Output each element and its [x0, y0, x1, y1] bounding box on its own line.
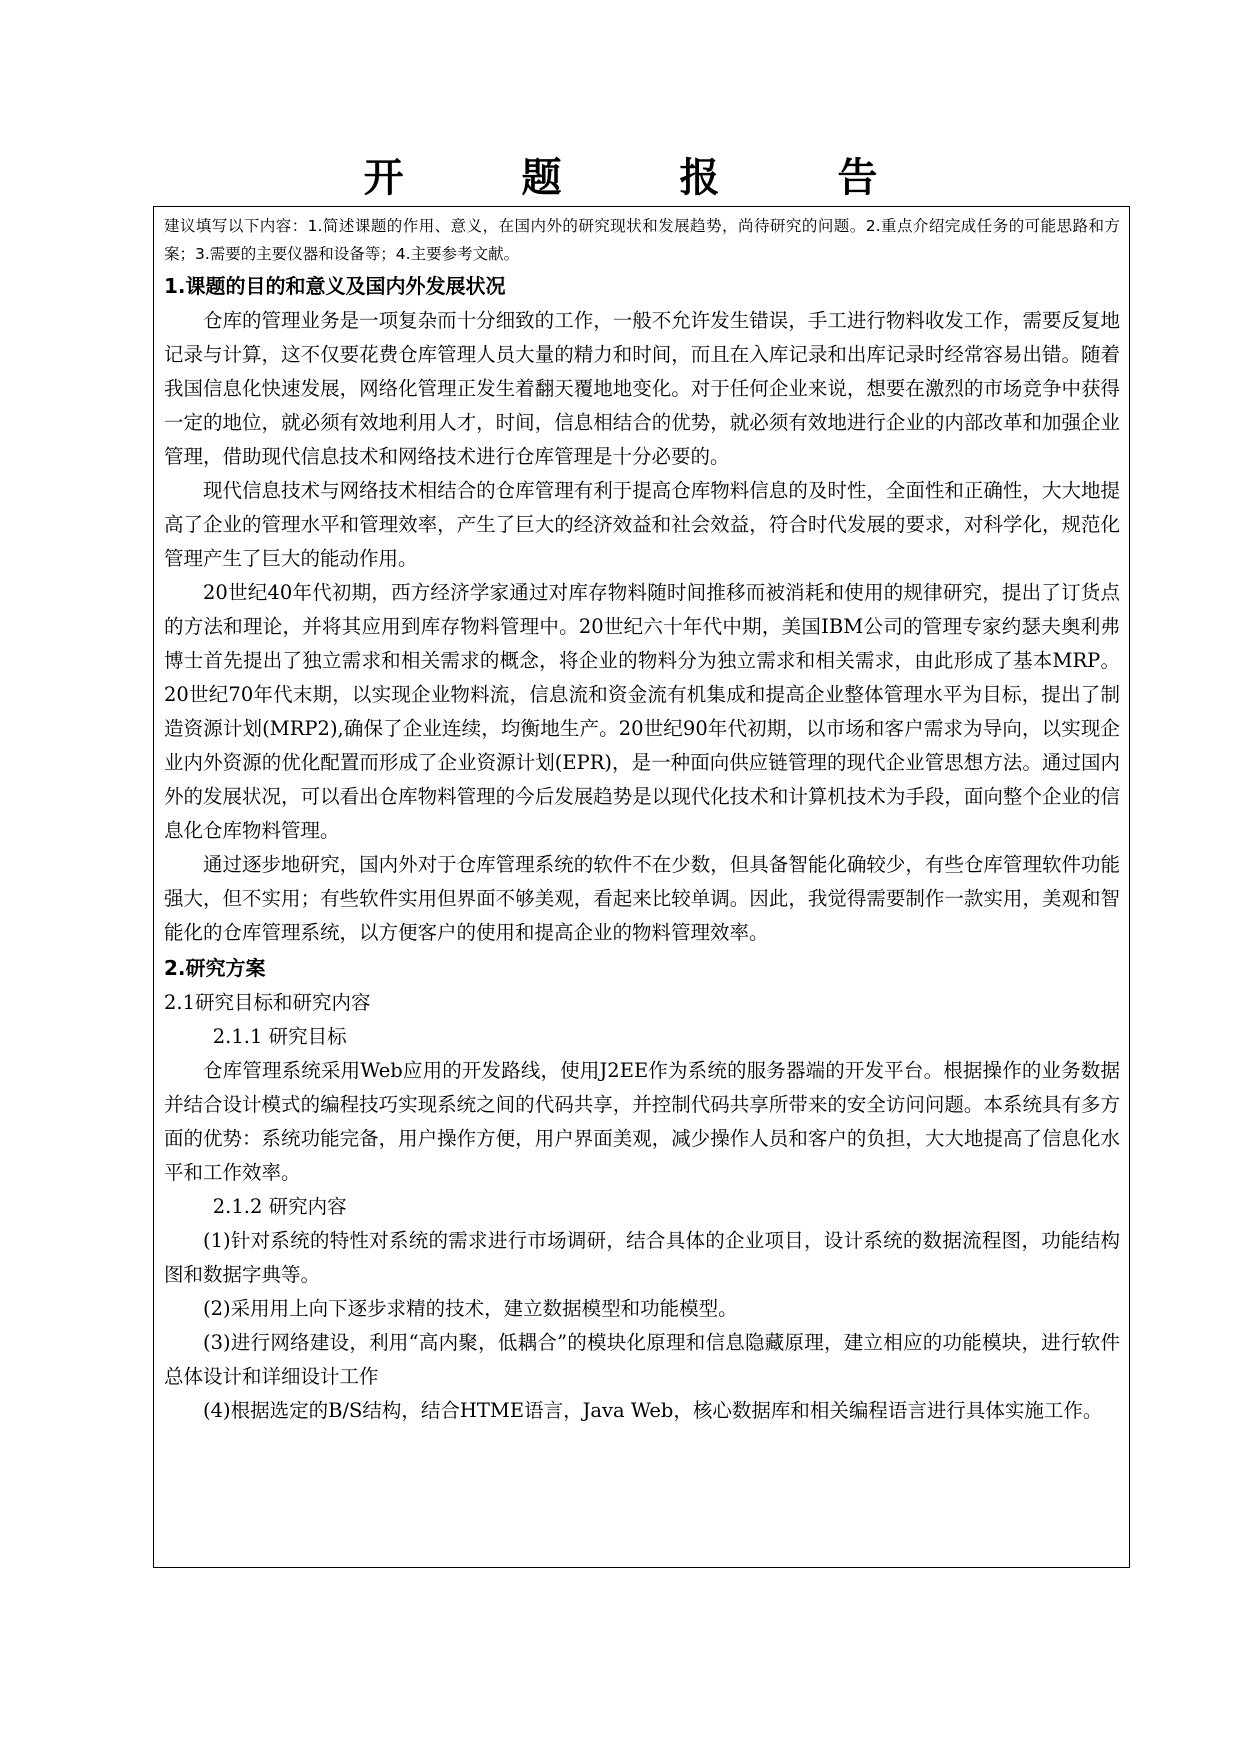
research-content-item: (2)采用用上向下逐步求精的技术，建立数据模型和功能模型。: [203, 1297, 738, 1320]
subsection-2-1-heading: 2.1研究目标和研究内容: [164, 991, 371, 1014]
research-goal-paragraph: 仓库管理系统采用Web应用的开发路线，使用J2EE作为系统的服务器端的开发平台。根据操作的业务数据并结合设计模式的编程技巧实现系统之间的代码共享，并控制代码共享所带来的安全访问问题。本系统具有多方面的优势：系统功能完备，用户操作方便，用户界面美观，减少操作人员和客户的负担，大大地提高了信息化水平和工作效率。: [164, 1059, 1120, 1184]
research-content-item: (3)进行网络建设，利用“高内聚，低耦合”的模块化原理和信息隐藏原理，建立相应的功能模块，进行软件总体设计和详细设计工作: [164, 1331, 1120, 1388]
instructions-text: 建议填写以下内容：1.简述课题的作用、意义，在国内外的研究现状和发展趋势，尚待研究的问题。2.重点介绍完成任务的可能思路和方案；3.需要的主要仪器和设备等；4.主要参考文献。: [164, 217, 1120, 263]
section-1-paragraph: 仓库的管理业务是一项复杂而十分细致的工作，一般不允许发生错误，手工进行物料收发工作，需要反复地记录与计算，这不仅要花费仓库管理人员大量的精力和时间，而且在入库记录和出库记录时经常容易出错。随着我国信息化快速发展，网络化管理正发生着翻天覆地地变化。对于任何企业来说，想要在激烈的市场竞争中获得一定的地位，就必须有效地利用人才，时间，信息相结合的优势，就必须有效地进行企业的内部改革和加强企业管理，借助现代信息技术和网络技术进行仓库管理是十分必要的。: [164, 309, 1120, 468]
section-1-paragraph: 通过逐步地研究，国内外对于仓库管理系统的软件不在少数，但具备智能化确较少，有些仓库管理软件功能强大，但不实用；有些软件实用但界面不够美观，看起来比较单调。因此，我觉得需要制作一款实用，美观和智能化的仓库管理系统，以方便客户的使用和提高企业的物料管理效率。: [164, 853, 1120, 944]
page-title: 开 题 报 告: [363, 155, 930, 201]
section-1-heading: 1.课题的目的和意义及国内外发展状况: [164, 274, 506, 298]
section-1-paragraph: 现代信息技术与网络技术相结合的仓库管理有利于提高仓库物料信息的及时性，全面性和正确性，大大地提高了企业的管理水平和管理效率，产生了巨大的经济效益和社会效益，符合时代发展的要求，对科学化，规范化管理产生了巨大的能动作用。: [164, 479, 1120, 570]
section-2-heading: 2.研究方案: [164, 956, 266, 980]
section-1-paragraph: 20世纪40年代初期，西方经济学家通过对库存物料随时间推移而被消耗和使用的规律研究，提出了订货点的方法和理论，并将其应用到库存物料管理中。20世纪六十年代中期，美国IBM公司的管理专家约瑟夫奥利弗博士首先提出了独立需求和相关需求的概念，将企业的物料分为独立需求和相关需求，由此形成了基本MRP。20世纪70年代末期，以实现企业物料流，信息流和资金流有机集成和提高企业整体管理水平为目标，提出了制造资源计划(MRP2),确保了企业连续，均衡地生产。20世纪90年代初期，以市场和客户需求为导向，以实现企业内外资源的优化配置而形成了企业资源计划(EPR)，是一种面向供应链管理的现代企业管思想方法。通过国内外的发展状况，可以看出仓库物料管理的今后发展趋势是以现代化技术和计算机技术为手段，面向整个企业的信息化仓库物料管理。: [164, 581, 1120, 842]
research-content-item: (1)针对系统的特性对系统的需求进行市场调研，结合具体的企业项目，设计系统的数据流程图，功能结构图和数据字典等。: [164, 1229, 1120, 1286]
subsection-2-1-1-heading: 2.1.1 研究目标: [212, 1025, 347, 1048]
subsection-2-1-2-heading: 2.1.2 研究内容: [212, 1195, 347, 1218]
research-content-item: (4)根据选定的B/S结构，结合HTME语言，Java Web，核心数据库和相关编程语言进行具体实施工作。: [203, 1399, 1103, 1422]
report-content: [164, 212, 1120, 1428]
